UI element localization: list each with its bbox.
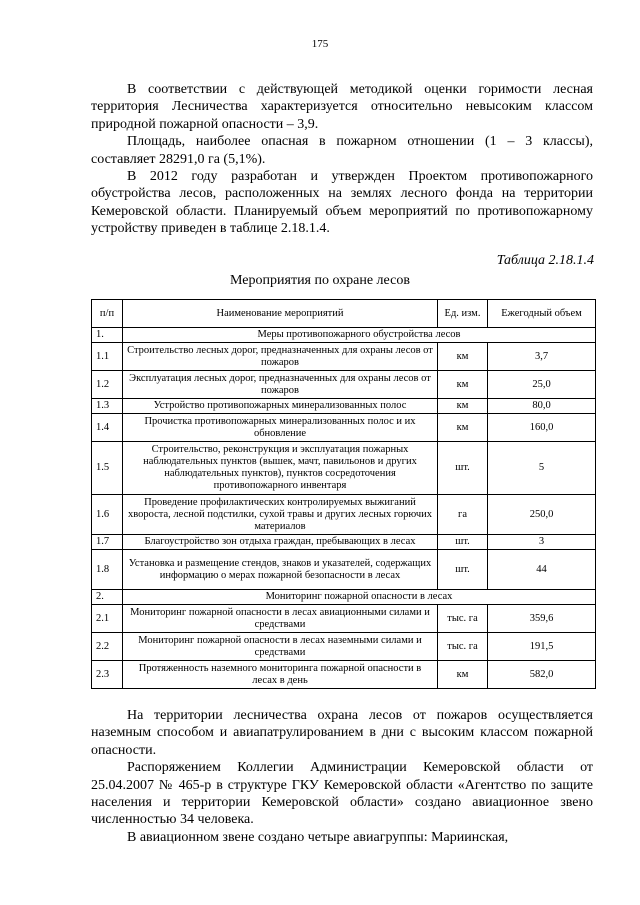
cell-num: 1.2 bbox=[92, 371, 123, 399]
cell-volume: 80,0 bbox=[488, 399, 596, 414]
table-row bbox=[92, 550, 596, 590]
cell-volume: 44 bbox=[488, 550, 596, 590]
cell-num: 1.3 bbox=[92, 399, 123, 414]
table-caption: Таблица 2.18.1.4 bbox=[496, 253, 594, 268]
table-row bbox=[92, 343, 596, 371]
cell-volume: 3 bbox=[488, 535, 596, 550]
cell-name: Мониторинг пожарной опасности в лесах авиационными силами и средствами bbox=[123, 605, 438, 633]
cell-unit: км bbox=[438, 414, 488, 442]
cell-unit: шт. bbox=[438, 550, 488, 590]
paragraph: На территории лесничества охрана лесов от пожаров осуществляется наземным способом и авиапатрулированием в дни с высоким классом пожарной опасности. bbox=[91, 708, 593, 758]
cell-volume: 582,0 bbox=[488, 661, 596, 689]
cell-unit: км bbox=[438, 343, 488, 371]
paragraph: В 2012 году разработан и утвержден Проектом противопожарного обустройства лесов, расположенных на землях лесного фонда на территории Кемеровской области. Планируемый объем мероприятий по противопожарному устройству приведен в таблице 2.18.1.4. bbox=[91, 169, 593, 237]
cell-name: Протяженность наземного мониторинга пожарной опасности в лесах в день bbox=[123, 661, 438, 689]
paragraph: Распоряжением Коллегии Администрации Кемеровской области от 25.04.2007 № 465-р в структуре ГКУ Кемеровской области «Агентство по защите населения и территории Кемеровской области» создано авиационное звено численностью 34 человека. bbox=[91, 760, 593, 828]
header-num: п/п bbox=[92, 300, 123, 328]
outro-text bbox=[91, 707, 593, 846]
cell-num: 1.6 bbox=[92, 495, 123, 535]
table-section-row bbox=[92, 328, 596, 343]
cell-name: Установка и размещение стендов, знаков и указателей, содержащих информацию о мерах пожарной безопасности в лесах bbox=[123, 550, 438, 590]
cell-unit: км bbox=[438, 371, 488, 399]
table-section-row bbox=[92, 590, 596, 605]
cell-unit: км bbox=[438, 399, 488, 414]
cell-unit: га bbox=[438, 495, 488, 535]
cell-unit: тыс. га bbox=[438, 605, 488, 633]
table-row bbox=[92, 661, 596, 689]
table-header-row bbox=[92, 300, 596, 328]
cell-name: Благоустройство зон отдыха граждан, пребывающих в лесах bbox=[123, 535, 438, 550]
cell-num: 1.8 bbox=[92, 550, 123, 590]
table-row bbox=[92, 371, 596, 399]
cell-volume: 191,5 bbox=[488, 633, 596, 661]
section-number: 1. bbox=[92, 328, 123, 343]
cell-volume: 250,0 bbox=[488, 495, 596, 535]
table-row bbox=[92, 495, 596, 535]
cell-name: Проведение профилактических контролируемых выжиганий хвороста, лесной подстилки, сухой травы и других лесных горючих материалов bbox=[123, 495, 438, 535]
cell-name: Строительство лесных дорог, предназначенных для охраны лесов от пожаров bbox=[123, 343, 438, 371]
paragraph: Площадь, наиболее опасная в пожарном отношении (1 – 3 классы), составляет 28291,0 га (5,1%). bbox=[91, 134, 593, 167]
section-title: Мониторинг пожарной опасности в лесах bbox=[123, 590, 596, 605]
cell-num: 2.1 bbox=[92, 605, 123, 633]
cell-num: 1.5 bbox=[92, 442, 123, 495]
paragraph: В авиационном звене создано четыре авиагруппы: Мариинская, bbox=[127, 829, 509, 845]
table-row bbox=[92, 605, 596, 633]
cell-num: 2.2 bbox=[92, 633, 123, 661]
table-row bbox=[92, 414, 596, 442]
header-unit: Ед. изм. bbox=[438, 300, 488, 328]
cell-num: 1.7 bbox=[92, 535, 123, 550]
cell-num: 2.3 bbox=[92, 661, 123, 689]
cell-name: Прочистка противопожарных минерализованных полос и их обновление bbox=[123, 414, 438, 442]
table-row bbox=[92, 633, 596, 661]
cell-name: Строительство, реконструкция и эксплуатация пожарных наблюдательных пунктов (вышек, мачт, павильонов и других наблюдательных пунктов), пунктов сосредоточения противопожарного инвентаря bbox=[123, 442, 438, 495]
cell-name: Эксплуатация лесных дорог, предназначенных для охраны лесов от пожаров bbox=[123, 371, 438, 399]
page-number: 175 bbox=[311, 38, 329, 50]
section-title: Меры противопожарного обустройства лесов bbox=[123, 328, 596, 343]
cell-volume: 160,0 bbox=[488, 414, 596, 442]
paragraph: В соответствии с действующей методикой оценки горимости лесная территория Лесничества характеризуется относительно невысоким классом природной пожарной опасности – 3,9. bbox=[91, 82, 593, 132]
cell-num: 1.1 bbox=[92, 343, 123, 371]
table-row bbox=[92, 442, 596, 495]
cell-volume: 5 bbox=[488, 442, 596, 495]
table-body bbox=[92, 328, 596, 689]
header-volume: Ежегодный объем bbox=[488, 300, 596, 328]
cell-unit: шт. bbox=[438, 535, 488, 550]
cell-volume: 25,0 bbox=[488, 371, 596, 399]
table-title: Мероприятия по охране лесов bbox=[230, 273, 410, 288]
cell-unit: тыс. га bbox=[438, 633, 488, 661]
cell-num: 1.4 bbox=[92, 414, 123, 442]
cell-unit: шт. bbox=[438, 442, 488, 495]
section-number: 2. bbox=[92, 590, 123, 605]
header-name: Наименование мероприятий bbox=[123, 300, 438, 328]
cell-volume: 3,7 bbox=[488, 343, 596, 371]
table-row bbox=[92, 399, 596, 414]
table-row bbox=[92, 535, 596, 550]
intro-text bbox=[91, 81, 593, 238]
cell-volume: 359,6 bbox=[488, 605, 596, 633]
cell-name: Устройство противопожарных минерализованных полос bbox=[123, 399, 438, 414]
cell-unit: км bbox=[438, 661, 488, 689]
cell-name: Мониторинг пожарной опасности в лесах наземными силами и средствами bbox=[123, 633, 438, 661]
measures-table bbox=[91, 299, 596, 689]
